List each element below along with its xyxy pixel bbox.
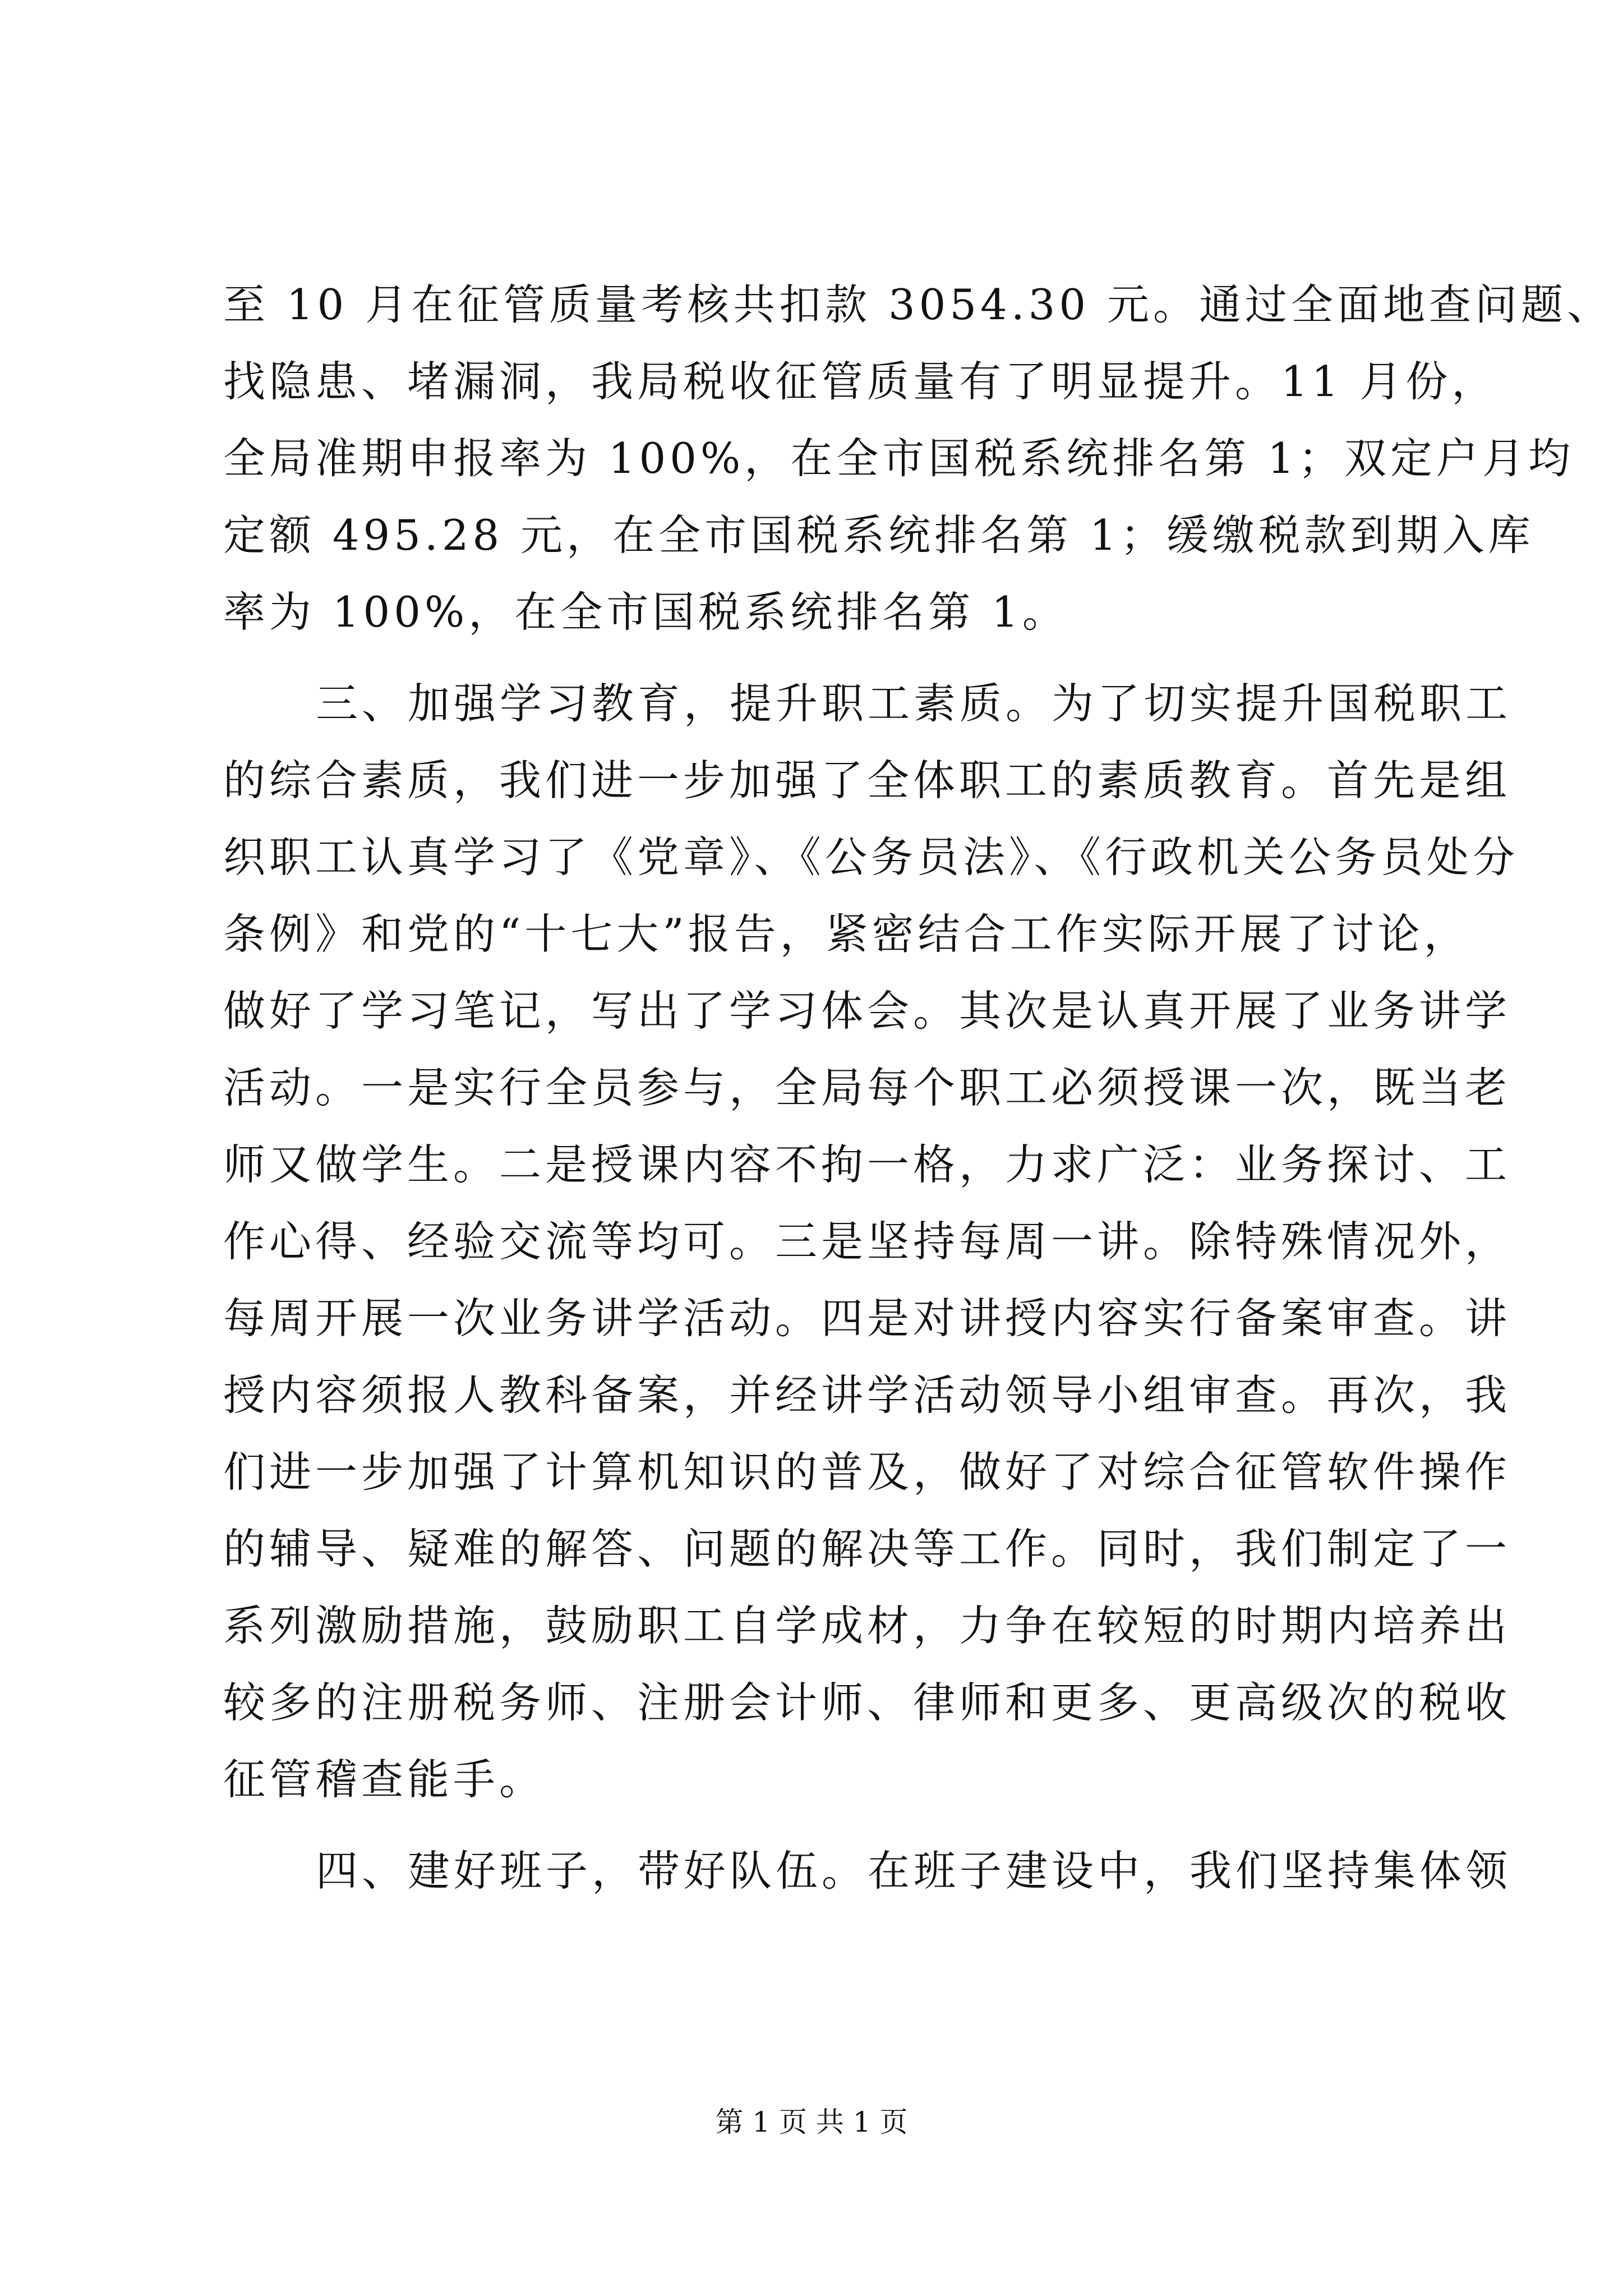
text-line: 的综合素质，我们进一步加强了全体职工的素质教育。首先是组 (223, 756, 1511, 805)
text-line: 师又做学生。二是授课内容不拘一格，力求广泛：业务探讨、工 (223, 1140, 1511, 1189)
text-line: 做好了学习笔记，写出了学习体会。其次是认真开展了业务讲学 (223, 986, 1511, 1036)
text-line: 率为 100%，在全市国税系统排名第 1。 (223, 587, 1068, 637)
text-line: 征管稽查能手。 (223, 1755, 546, 1804)
text-line: 系列激励措施，鼓励职工自学成材，力争在较短的时期内培养出 (223, 1601, 1511, 1650)
page-footer: 第 1 页 共 1 页 (715, 2106, 908, 2138)
text-line: 较多的注册税务师、注册会计师、律师和更多、更高级次的税收 (223, 1678, 1511, 1727)
body-text (223, 266, 1613, 1910)
section-4-heading-line: 四、建好班子，带好队伍。在班子建设中，我们坚持集体领 (316, 1846, 1512, 1895)
text-line: 活动。一是实行全员参与，全局每个职工必须授课一次，既当老 (223, 1063, 1511, 1112)
text-line: 授内容须报人教科备案，并经讲学活动领导小组审查。再次，我 (223, 1370, 1511, 1420)
section-3-heading-line: 三、加强学习教育，提升职工素质。为了切实提升国税职工 (316, 679, 1512, 728)
text-line: 条例》和党的“十七大”报告，紧密结合工作实际开展了讨论， (223, 909, 1470, 959)
text-line: 作心得、经验交流等均可。三是坚持每周一讲。除特殊情况外， (223, 1217, 1511, 1266)
text-line: 全局准期申报率为 100%，在全市国税系统排名第 1；双定户月均 (223, 434, 1574, 483)
text-line: 至 10 月在征管质量考核共扣款 3054.30 元。通过全面地查问题、 (223, 280, 1613, 329)
text-line: 织职工认真学习了《党章》、《公务员法》、《行政机关公务员处分 (223, 832, 1519, 882)
text-line: 的辅导、疑难的解答、问题的解决等工作。同时，我们制定了一 (223, 1524, 1511, 1573)
text-line: 每周开展一次业务讲学活动。四是对讲授内容实行备案审查。讲 (223, 1294, 1511, 1343)
text-line: 找隐患、堵漏洞，我局税收征管质量有了明显提升。11 月份， (223, 357, 1498, 406)
text-line: 们进一步加强了计算机知识的普及，做好了对综合征管软件操作 (223, 1447, 1511, 1497)
text-line: 定额 495.28 元，在全市国税系统排名第 1；缓缴税款到期入库 (223, 510, 1534, 560)
